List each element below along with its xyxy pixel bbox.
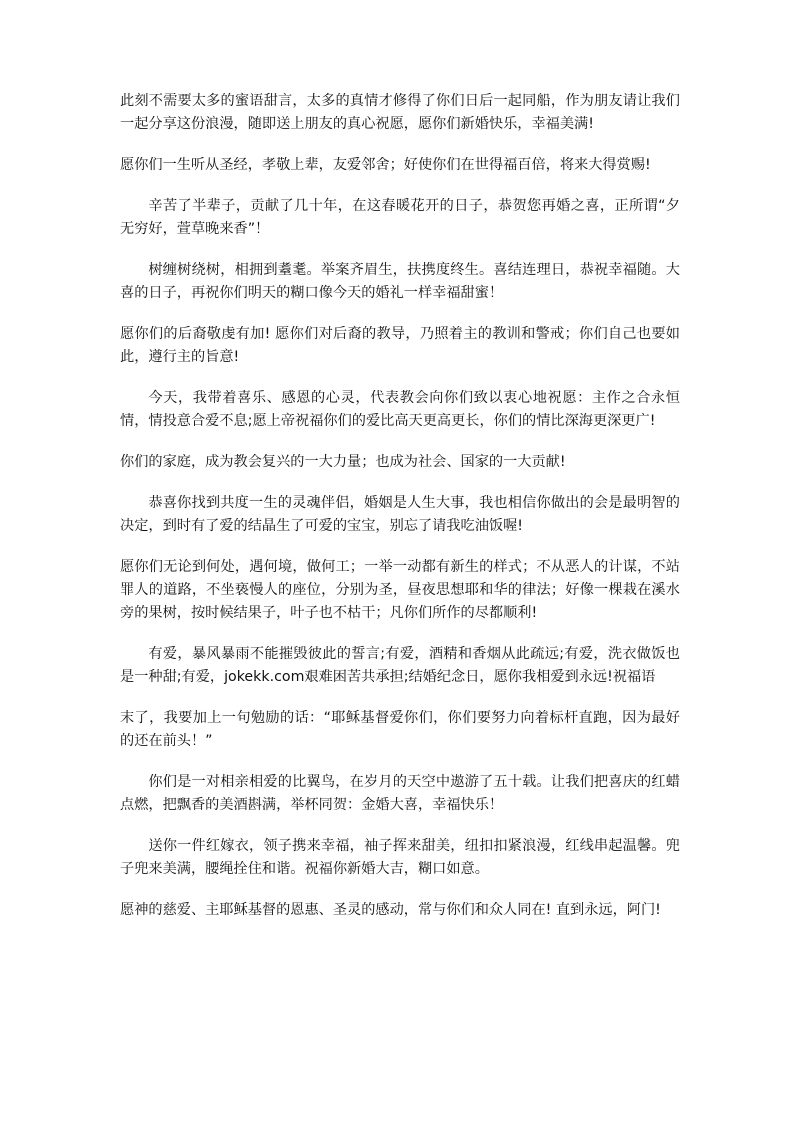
paragraph-10: 有爱，暴风暴雨不能摧毁彼此的誓言;有爱，酒精和香烟从此疏远;有爱，洗衣做饭也是一种甜;有爱，jokekk.com艰难困苦共承担;结婚纪念日，愿你我相爱到永远!祝福语 [120, 646, 680, 685]
paragraph-5: 愿你们的后裔敬虔有加! 愿你们对后裔的教导，乃照着主的教训和警戒；你们自己也要如此，遵行主的旨意! [120, 326, 680, 365]
paragraph-9: 愿你们无论到何处，遇何境，做何工；一举一动都有新生的样式；不从恶人的计谋，不站罪人的道路，不坐亵慢人的座位，分别为圣，昼夜思想耶和华的律法；好像一棵栽在溪水旁的果树，按时候结果子，叶子也不枯干；凡你们所作的尽都顺利! [120, 559, 680, 621]
paragraph-7: 你们的家庭，成为教会复兴的一大力量；也成为社会、国家的一大贡献! [120, 454, 566, 470]
document-page [120, 90, 680, 922]
paragraph-6: 今天，我带着喜乐、感恩的心灵，代表教会向你们致以衷心地祝愿：主作之合永恒情，情投意合爱不息;愿上帝祝福你们的爱比高天更高更长，你们的情比深海更深更广! [120, 390, 680, 429]
paragraph-2: 愿你们一生听从圣经，孝敬上辈，友爱邻舍；好使你们在世得福百倍，将来大得赏赐! [120, 157, 651, 173]
paragraph-4: 树缠树绕树，相拥到耋耄。举案齐眉生，扶携度终生。喜结连理日，恭祝幸福随。大喜的日子，再祝你们明天的糊口像今天的婚礼一样幸福甜蜜！ [120, 262, 680, 301]
paragraph-1: 此刻不需要太多的蜜语甜言，太多的真情才修得了你们日后一起同船，作为朋友请让我们一起分享这份浪漫，随即送上朋友的真心祝愿，愿你们新婚快乐，幸福美满! [120, 93, 680, 132]
paragraph-14: 愿神的慈爱、主耶稣基督的恩惠、圣灵的感动，常与你们和众人同在! 直到永远，阿门! [120, 902, 661, 918]
paragraph-8: 恭喜你找到共度一生的灵魂伴侣，婚姻是人生大事，我也相信你做出的会是最明智的决定，到时有了爱的结晶生了可爱的宝宝，别忘了请我吃油饭喔! [120, 495, 680, 534]
paragraph-12: 你们是一对相亲相爱的比翼鸟，在岁月的天空中遨游了五十载。让我们把喜庆的红蜡点燃，把飘香的美酒斟满，举杯同贺：金婚大喜，幸福快乐！ [120, 774, 680, 813]
paragraph-3: 辛苦了半辈子，贡献了几十年，在这春暖花开的日子，恭贺您再婚之喜，正所谓“夕无穷好，萱草晚来香”！ [120, 198, 680, 237]
paragraph-11: 末了，我要加上一句勉励的话：“耶稣基督爱你们，你们要努力向着标杆直跑，因为最好的还在前头！” [120, 710, 680, 749]
paragraph-13: 送你一件红嫁衣，领子携来幸福，袖子挥来甜美，纽扣扣紧浪漫，红线串起温馨。兜子兜来美满，腰绳拴住和谐。祝福你新婚大吉，糊口如意。 [120, 838, 680, 877]
